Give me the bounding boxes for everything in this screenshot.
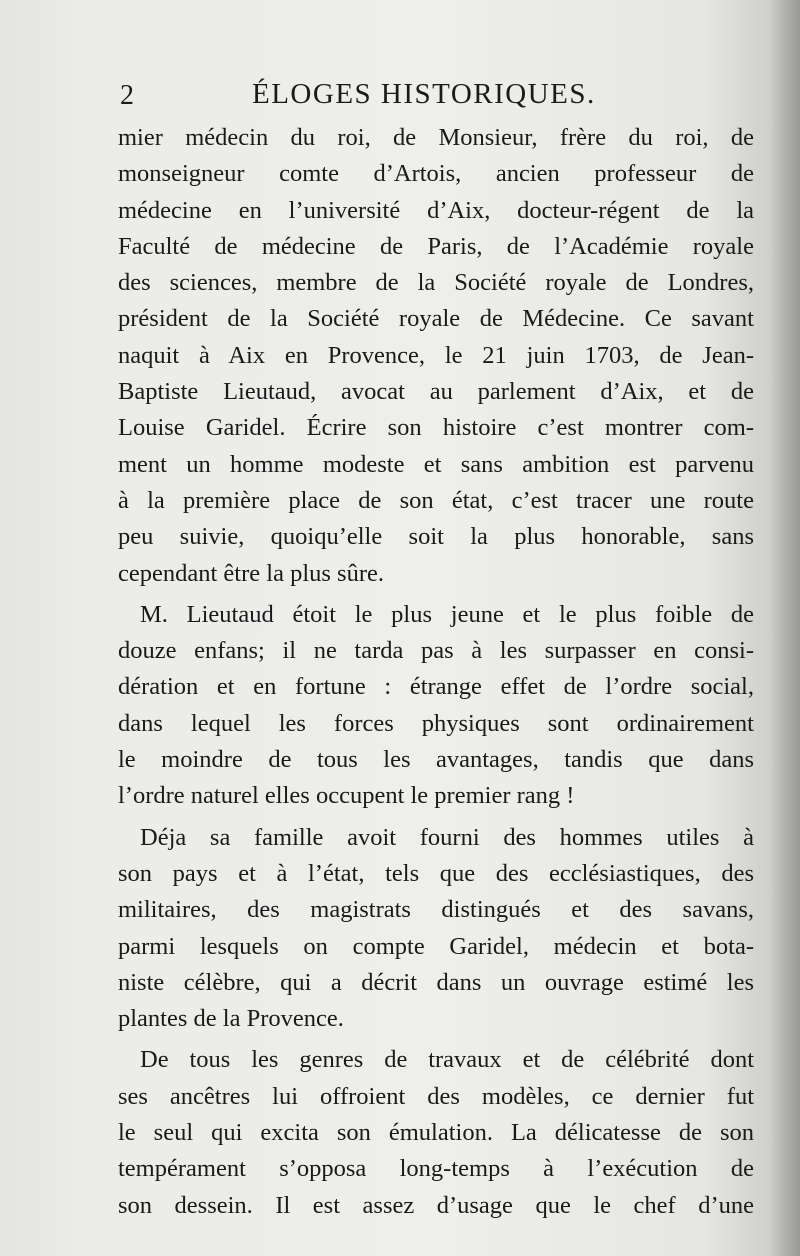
text-line: plantes de la Provence. <box>118 1005 344 1033</box>
text-line: son pays et à l’état, tels que des ecclésiastiques, des <box>118 859 754 887</box>
paragraph <box>118 1042 754 1223</box>
text-line: dans lequel les forces physiques sont ordinairement <box>118 709 754 737</box>
text-line: parmi lesquels on compte Garidel, médecin et bota- <box>118 932 754 960</box>
text-line: président de la Société royale de Médecine. Ce savant <box>118 305 754 333</box>
text-line: Déja sa famille avoit fourni des hommes utiles à <box>140 823 754 851</box>
text-line: des sciences, membre de la Société royale de Londres, <box>118 269 754 297</box>
text-line: ses ancêtres lui offroient des modèles, ce dernier fut <box>118 1082 754 1110</box>
text-line: dération et en fortune : étrange effet de l’ordre social, <box>118 673 754 701</box>
text-line: à la première place de son état, c’est tracer une route <box>118 486 754 514</box>
text-line: tempérament s’opposa long-temps à l’exécution de <box>118 1155 754 1183</box>
text-line: Baptiste Lieutaud, avocat au parlement d’Aix, et de <box>118 378 754 406</box>
body-text <box>118 120 754 1224</box>
paragraph <box>118 820 754 1038</box>
text-line: peu suivie, quoiqu’elle soit la plus honorable, sans <box>118 523 754 551</box>
text-line: le seul qui excita son émulation. La délicatesse de son <box>118 1119 754 1147</box>
text-line: naquit à Aix en Provence, le 21 juin 1703, de Jean- <box>118 341 754 369</box>
text-line: De tous les genres de travaux et de célébrité dont <box>140 1046 754 1074</box>
text-line: l’ordre naturel elles occupent le premier rang ! <box>118 782 575 810</box>
page-gutter-shadow <box>770 0 800 1256</box>
text-line: niste célèbre, qui a décrit dans un ouvrage estimé les <box>118 968 754 996</box>
text-line: ment un homme modeste et sans ambition est parvenu <box>118 450 754 478</box>
text-line: Louise Garidel. Écrire son histoire c’est montrer com- <box>118 414 754 442</box>
paragraph <box>118 597 754 815</box>
text-line: militaires, des magistrats distingués et des savans, <box>118 896 754 924</box>
paragraph <box>118 120 754 592</box>
page-number: 2 <box>120 80 134 111</box>
text-line: médecine en l’université d’Aix, docteur-régent de la <box>118 196 754 224</box>
text-line: mier médecin du roi, de Monsieur, frère du roi, de <box>118 124 754 151</box>
page-header <box>120 78 640 118</box>
text-line: monseigneur comte d’Artois, ancien professeur de <box>118 160 754 188</box>
text-line: son dessein. Il est assez d’usage que le chef d’une <box>118 1191 754 1219</box>
running-title: ÉLOGES HISTORIQUES. <box>252 78 596 110</box>
text-line: le moindre de tous les avantages, tandis que dans <box>118 746 754 774</box>
text-line: douze enfans; il ne tarda pas à les surpasser en consi- <box>118 637 754 665</box>
text-line: Faculté de médecine de Paris, de l’Académie royale <box>118 232 754 260</box>
text-line: cependant être la plus sûre. <box>118 559 384 587</box>
text-line: M. Lieutaud étoit le plus jeune et le plus foible de <box>140 600 754 628</box>
